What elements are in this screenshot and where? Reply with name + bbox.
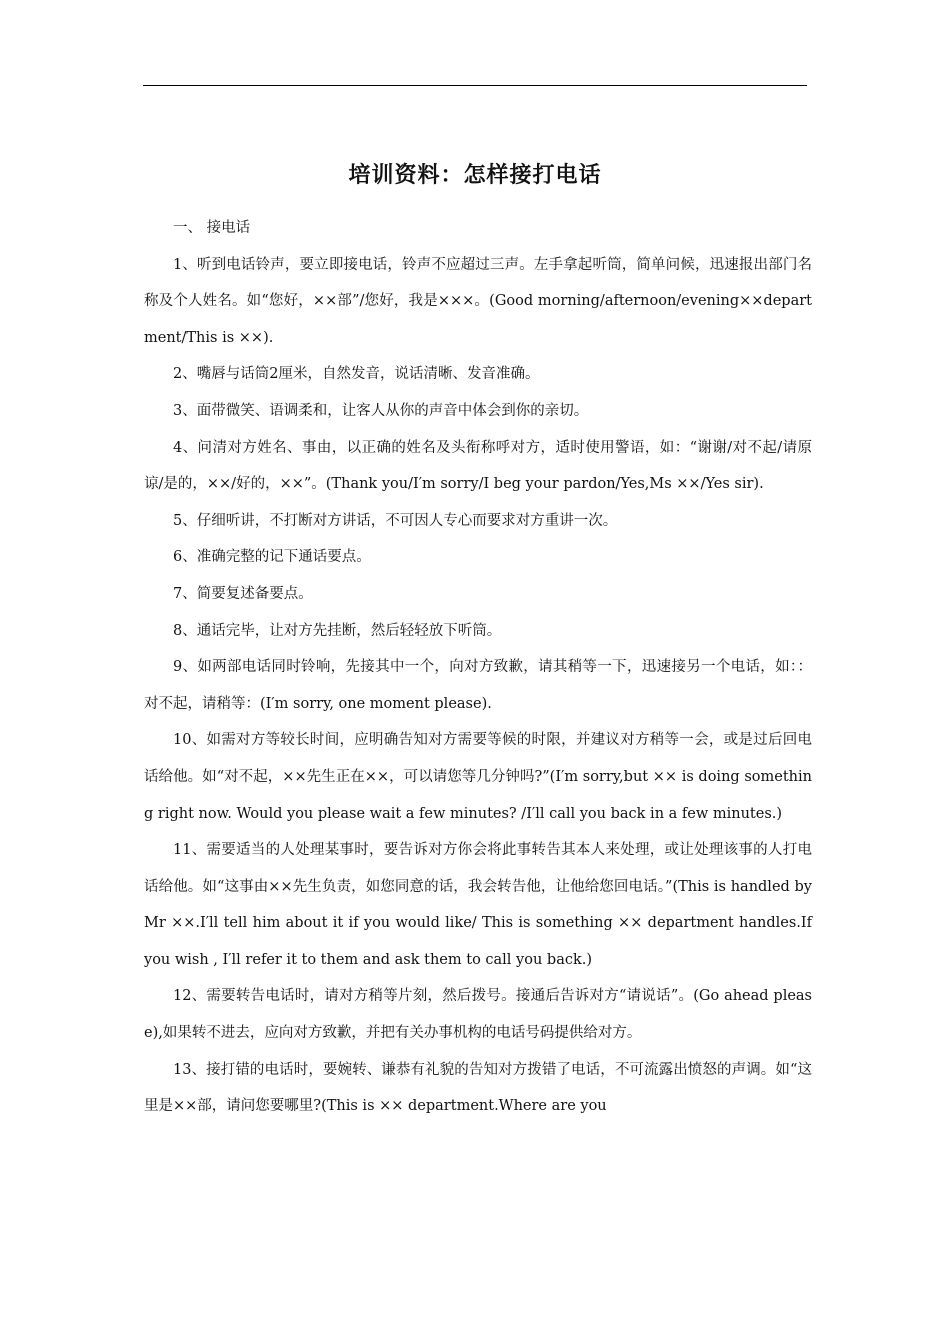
paragraph-6: 6、准确完整的记下通话要点。 (173, 549, 371, 566)
paragraph-8: 8、通话完毕，让对方先挂断，然后轻轻放下听筒。 (173, 622, 502, 639)
header-rule (143, 85, 807, 86)
paragraph-9: 9、如两部电话同时铃响，先接其中一个，向对方致歉，请其稍等一下，迅速接另一个电话，如：：对不起，请稍等：(I′m sorry, one moment please). (144, 659, 812, 712)
paragraph-3: 3、面带微笑、语调柔和，让客人从你的声音中体会到你的亲切。 (173, 402, 589, 419)
paragraph-5: 5、仔细听讲，不打断对方讲话，不可因人专心而要求对方重讲一次。 (173, 512, 618, 529)
paragraph-10: 10、如需对方等较长时间，应明确告知对方需要等候的时限，并建议对方稍等一会，或是过后回电话给他。如“对不起，××先生正在××，可以请您等几分钟吗?”(I′m sorry,but ×× is doing something right now. Would you please wait a few minutes? /I′ll call you back in a few minutes.) (144, 732, 812, 822)
paragraph-1: 1、听到电话铃声，要立即接电话，铃声不应超过三声。左手拿起听筒，简单问候，迅速报出部门名称及个人姓名。如“您好，××部”/您好，我是×××。(Good morning/afternoon/evening××department/This is ××). (144, 256, 812, 346)
document-body (144, 210, 812, 1125)
paragraph-7: 7、简要复述备要点。 (173, 585, 313, 602)
paragraph-2: 2、嘴唇与话筒2厘米，自然发音，说话清晰、发音准确。 (173, 366, 540, 383)
paragraph-13: 13、接打错的电话时，要婉转、谦恭有礼貌的告知对方拨错了电话，不可流露出愤怒的声调。如“这里是××部，请问您要哪里?(This is ×× department.Where are you (144, 1061, 812, 1115)
paragraph-12: 12、需要转告电话时，请对方稍等片刻，然后拨号。接通后告诉对方“请说话”。(Go ahead please),如果转不进去，应向对方致歉，并把有关办事机构的电话号码提供给对方。 (144, 988, 812, 1042)
section-heading: 一、 接电话 (173, 220, 251, 236)
document-title: 培训资料：怎样接打电话 (348, 163, 602, 188)
paragraph-4: 4、问清对方姓名、事由，以正确的姓名及头衔称呼对方，适时使用警语，如：“谢谢/对不起/请原谅/是的，××/好的，××”。(Thank you/I′m sorry/I beg your pardon/Yes,Ms ××/Yes sir). (144, 439, 812, 493)
paragraph-11: 11、需要适当的人处理某事时，要告诉对方你会将此事转告其本人来处理，或让处理该事的人打电话给他。如“这事由××先生负责，如您同意的话，我会转告他，让他给您回电话。”(This is handled by Mr ××.I′ll tell him about it if you would like/ This is something ×× department handles.If you wish , I′ll refer it to them and ask them to call you back.) (144, 842, 812, 968)
